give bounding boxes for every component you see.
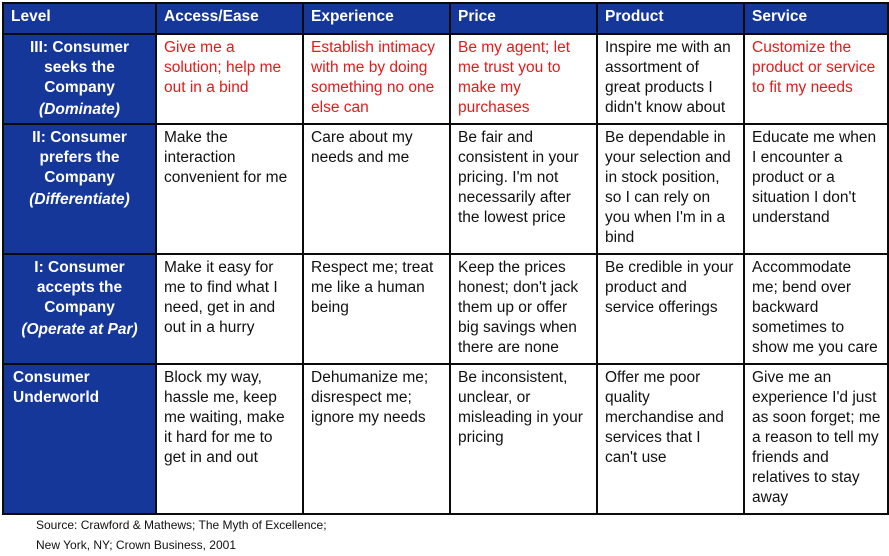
cell-service: Educate me when I encounter a product or a situation I don't understand: [744, 124, 888, 254]
cell-price: Keep the prices honest; don't jack them up or offer big savings when there are none: [450, 254, 597, 364]
table-row-differentiate: [3, 124, 888, 254]
source-citation: [36, 515, 327, 555]
cell-price: Be my agent; let me trust you to make my purchases: [450, 34, 597, 124]
level-cell: [3, 124, 156, 254]
consumer-relevancy-table: [2, 2, 889, 515]
cell-experience: Care about my needs and me: [303, 124, 450, 254]
header-access-ease: Access/Ease: [156, 3, 303, 34]
level-strategy: (Operate at Par): [21, 321, 138, 338]
table-row-operate-at-par: [3, 254, 888, 364]
cell-experience: Dehumanize me; disrespect me; ignore my needs: [303, 364, 450, 514]
cell-product: Inspire me with an assortment of great products I didn't know about: [597, 34, 744, 124]
cell-access-ease: Block my way, hassle me, keep me waiting, make it hard for me to get in and out: [156, 364, 303, 514]
level-cell: [3, 34, 156, 124]
cell-access-ease: Make it easy for me to find what I need, get in and out in a hurry: [156, 254, 303, 364]
header-product: Product: [597, 3, 744, 34]
cell-product: Offer me poor quality merchandise and services that I can't use: [597, 364, 744, 514]
cell-service: Customize the product or service to fit my needs: [744, 34, 888, 124]
source-line-1: Source: Crawford & Mathews; The Myth of Excellence;: [36, 518, 327, 532]
cell-experience: Respect me; treat me like a human being: [303, 254, 450, 364]
header-experience: Experience: [303, 3, 450, 34]
header-price: Price: [450, 3, 597, 34]
table-row-underworld: [3, 364, 888, 514]
cell-product: Be credible in your product and service offerings: [597, 254, 744, 364]
cell-product: Be dependable in your selection and in stock position, so I can rely on you when I'm in a bind: [597, 124, 744, 254]
cell-price: Be inconsistent, unclear, or misleading in your pricing: [450, 364, 597, 514]
level-label: I: Consumer accepts the Company: [34, 259, 125, 316]
cell-access-ease: Give me a solution; help me out in a bind: [156, 34, 303, 124]
cell-service: Accommodate me; bend over backward sometimes to show me you care: [744, 254, 888, 364]
level-label: II: Consumer prefers the Company: [32, 129, 127, 186]
header-level: Level: [3, 3, 156, 34]
level-label: Consumer Underworld: [13, 369, 100, 406]
level-strategy: (Differentiate): [29, 191, 130, 208]
source-line-2: New York, NY; Crown Business, 2001: [36, 538, 236, 552]
header-row: [3, 3, 888, 34]
header-service: Service: [744, 3, 888, 34]
table-row-dominate: [3, 34, 888, 124]
cell-service: Give me an experience I'd just as soon forget; me a reason to tell my friends and relatives to stay away: [744, 364, 888, 514]
level-cell: [3, 364, 156, 514]
level-cell: [3, 254, 156, 364]
cell-price: Be fair and consistent in your pricing. I'm not necessarily after the lowest price: [450, 124, 597, 254]
cell-experience: Establish intimacy with me by doing something no one else can: [303, 34, 450, 124]
level-label: III: Consumer seeks the Company: [29, 39, 130, 96]
level-strategy: (Dominate): [39, 101, 120, 118]
cell-access-ease: Make the interaction convenient for me: [156, 124, 303, 254]
